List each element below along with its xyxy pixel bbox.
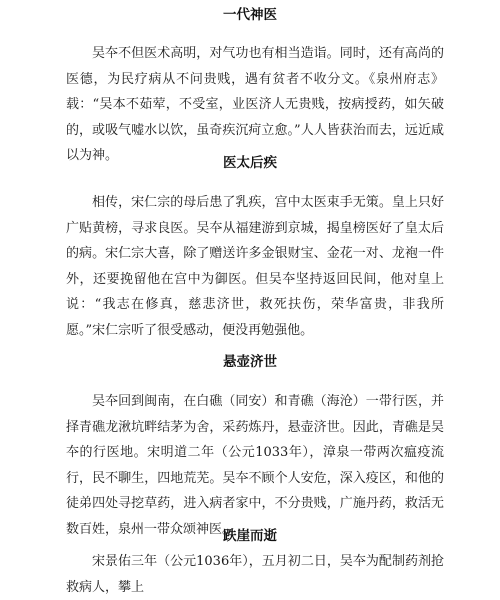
section-paragraph-yidai-shenyi: 吴夲不但医术高明，对气功也有相当造诣。同时，还有高尚的医德，为民疗病从不问贵贱，遇有贫者不收分文。《泉州府志》载：“吴本不茹荤，不受室，业医济人无贵贱，按病授药，如矢破的，或吸气嘘水以饮，虽奇疾沉疴立愈。”人人皆获治而去，远近咸以为神。 bbox=[66, 46, 444, 164]
section-heading-yidai-shenyi: 一代神医 bbox=[223, 7, 277, 23]
section-heading-xuanhu-jishi: 悬壶济世 bbox=[223, 354, 277, 370]
section-paragraph-xuanhu-jishi: 吴夲回到闽南，在白礁（同安）和青礁（海沧）一带行医，并择青礁龙湫坑畔结茅为舍，采药炼丹，悬壶济世。因此，青礁是吴夲的行医地。宋明道二年（公元1033年），漳泉一带两次瘟疫流行，民不聊生，四地荒芜。吴夲不顾个人安危，深入疫区，和他的徒弟四处寻挖草药，进入病者家中，不分贵贱，广施丹药，救活无数百姓，泉州一带众颂神医。 bbox=[66, 394, 444, 537]
section-heading-yi-taihou-ji: 医太后疾 bbox=[223, 155, 277, 171]
section-heading-diya-ershi: 跌崖而逝 bbox=[223, 528, 277, 544]
section-paragraph-diya-ershi: 宋景佑三年（公元1036年），五月初二日，吴夲为配制药剂抢救病人，攀上 bbox=[66, 554, 444, 595]
section-paragraph-yi-taihou-ji: 相传，宋仁宗的母后患了乳疾，宫中太医束手无策。皇上只好广贴黄榜，寻求良医。吴夲从福建游到京城，揭皇榜医好了皇太后的病。宋仁宗大喜，除了赠送许多金银财宝、金花一对、龙袍一件外，还要挽留他在宫中为御医。但吴夲坚持返回民间，他对皇上说：“我志在修真，慈悲济世，救死扶伤，荣华富贵，非我所愿。”宋仁宗听了很受感动，便没再勉强他。 bbox=[66, 195, 444, 338]
